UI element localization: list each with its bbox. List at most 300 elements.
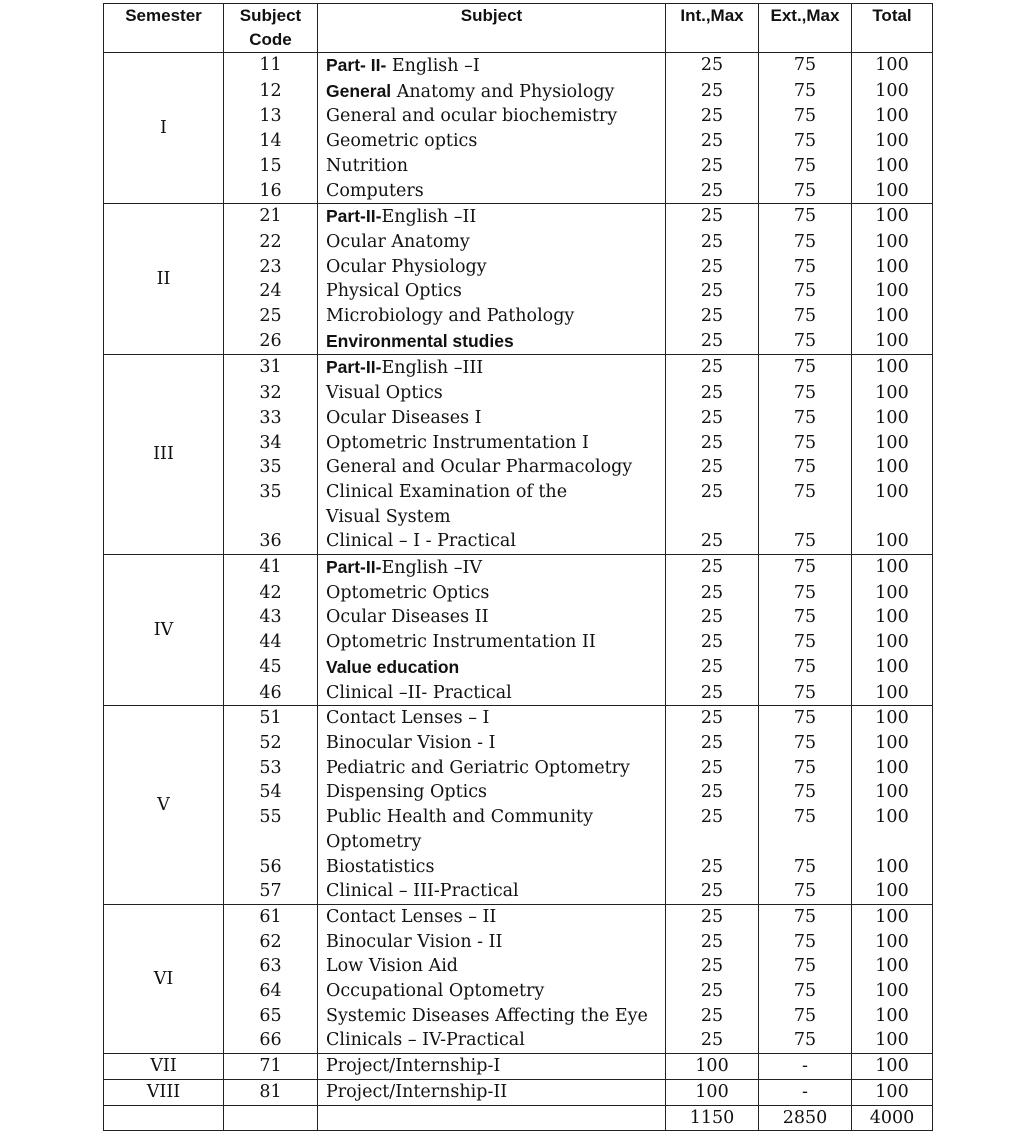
subject-name [318, 529, 666, 554]
total-value: 100 [852, 581, 933, 606]
subject-code: 61 [224, 904, 318, 929]
table-row [104, 1028, 933, 1053]
subject-code: 42 [224, 581, 318, 606]
subject-name [318, 329, 666, 355]
table-row [104, 53, 933, 79]
subject-code: 22 [224, 230, 318, 255]
table-row [104, 630, 933, 655]
subject-name [318, 855, 666, 880]
table-body [104, 53, 933, 1106]
total-value: 100 [852, 406, 933, 431]
ext-max-value: 75 [759, 255, 852, 280]
ext-max-value: 75 [759, 329, 852, 355]
int-max-value: 25 [666, 756, 759, 781]
ext-max-value: 75 [759, 279, 852, 304]
int-max-value: 25 [666, 279, 759, 304]
total-value: 100 [852, 355, 933, 381]
table-row [104, 756, 933, 781]
ext-max-value: 75 [759, 381, 852, 406]
subject-code: 26 [224, 329, 318, 355]
subject-code: 32 [224, 381, 318, 406]
subject-name [318, 279, 666, 304]
total-value: 100 [852, 129, 933, 154]
int-max-value: 25 [666, 655, 759, 681]
subject-code: 51 [224, 706, 318, 731]
subject-text-part: Ocular Anatomy [326, 231, 470, 252]
subject-code: 16 [224, 179, 318, 204]
table-row [104, 581, 933, 606]
total-value: 100 [852, 1054, 933, 1080]
int-max-value: 25 [666, 605, 759, 630]
ext-max-value: 75 [759, 1028, 852, 1053]
subject-name [318, 731, 666, 756]
subject-code: 44 [224, 630, 318, 655]
total-value: 100 [852, 630, 933, 655]
subject-text-part: English –IV [381, 558, 482, 579]
table-row [104, 1054, 933, 1080]
subject-name [318, 1054, 666, 1080]
int-max-value: 25 [666, 406, 759, 431]
table-row [104, 904, 933, 929]
ext-max-value: 75 [759, 230, 852, 255]
int-max-value: 25 [666, 154, 759, 179]
total-value: 100 [852, 731, 933, 756]
int-max-value: 100 [666, 1079, 759, 1105]
subject-name [318, 304, 666, 329]
header-subject-code [224, 4, 318, 53]
int-max-value: 25 [666, 381, 759, 406]
total-value: 100 [852, 304, 933, 329]
subject-name [318, 53, 666, 79]
ext-max-value: 75 [759, 805, 852, 854]
header-ext-max: Ext.,Max [759, 4, 852, 53]
subject-code: 15 [224, 154, 318, 179]
subject-text-part: General and ocular biochemistry [326, 106, 618, 127]
subject-code: 43 [224, 605, 318, 630]
table-row [104, 204, 933, 230]
table-row [104, 855, 933, 880]
total-value: 100 [852, 154, 933, 179]
subject-text-part: Ocular Diseases II [326, 607, 489, 628]
ext-max-value: 75 [759, 581, 852, 606]
table-row [104, 355, 933, 381]
subject-code: 54 [224, 780, 318, 805]
subject-text-part: Low Vision Aid [326, 956, 459, 977]
subject-code: 11 [224, 53, 318, 79]
totals-row [104, 1105, 933, 1131]
total-value: 100 [852, 329, 933, 355]
int-max-value: 25 [666, 855, 759, 880]
subject-text-part: Visual Optics [326, 383, 443, 404]
total-value: 100 [852, 655, 933, 681]
table-row [104, 979, 933, 1004]
total-value: 100 [852, 954, 933, 979]
table-row [104, 381, 933, 406]
total-value: 100 [852, 179, 933, 204]
int-max-value: 25 [666, 455, 759, 480]
total-value: 100 [852, 855, 933, 880]
total-value: 100 [852, 230, 933, 255]
table-row [104, 129, 933, 154]
int-max-value: 25 [666, 630, 759, 655]
subject-name [318, 79, 666, 105]
ext-max-value: 75 [759, 154, 852, 179]
subject-text-part: Microbiology and Pathology [326, 306, 575, 327]
subject-text-part: Binocular Vision - I [326, 732, 496, 753]
subject-name [318, 780, 666, 805]
table-row [104, 555, 933, 581]
subject-code: 71 [224, 1054, 318, 1080]
ext-max-value: 75 [759, 406, 852, 431]
subject-name [318, 954, 666, 979]
total-value: 100 [852, 204, 933, 230]
int-max-value: 25 [666, 204, 759, 230]
total-value: 100 [852, 79, 933, 105]
syllabus-document [103, 3, 933, 1131]
total-value: 100 [852, 756, 933, 781]
int-max-value: 25 [666, 780, 759, 805]
subject-code: 45 [224, 655, 318, 681]
ext-max-value: 75 [759, 879, 852, 904]
table-row [104, 731, 933, 756]
ext-max-value: 75 [759, 179, 852, 204]
table-row [104, 255, 933, 280]
subject-name [318, 154, 666, 179]
subject-code: 35 [224, 480, 318, 529]
subject-text-part: Systemic Diseases Affecting the Eye [326, 1005, 648, 1026]
table-row [104, 455, 933, 480]
subject-text-part: English –II [381, 207, 477, 228]
total-value: 100 [852, 805, 933, 854]
subject-name [318, 381, 666, 406]
subject-name [318, 979, 666, 1004]
ext-max-value: 75 [759, 731, 852, 756]
total-value: 100 [852, 681, 933, 706]
subject-text-part: Geometric optics [326, 131, 478, 152]
subject-text-part: Ocular Physiology [326, 256, 487, 277]
subject-code: 36 [224, 529, 318, 554]
subject-text-part: Biostatistics [326, 856, 435, 877]
ext-max-value: 75 [759, 555, 852, 581]
int-max-value: 25 [666, 529, 759, 554]
ext-max-value: 75 [759, 780, 852, 805]
table-row [104, 879, 933, 904]
subject-bold-part: Part-II- [326, 557, 382, 578]
int-max-value: 25 [666, 581, 759, 606]
subject-text-part: Occupational Optometry [326, 981, 545, 1002]
subject-text-part: Ocular Diseases I [326, 407, 482, 428]
int-max-value: 25 [666, 954, 759, 979]
table-row [104, 605, 933, 630]
header-subject: Subject [318, 4, 666, 53]
ext-max-value: 75 [759, 681, 852, 706]
subject-name [318, 706, 666, 731]
total-value: 100 [852, 381, 933, 406]
int-max-value: 25 [666, 104, 759, 129]
totals-blank-semester [104, 1105, 224, 1131]
header-int-max: Int.,Max [666, 4, 759, 53]
subject-name [318, 129, 666, 154]
table-row [104, 805, 933, 854]
subject-code: 81 [224, 1079, 318, 1105]
int-max-value: 25 [666, 53, 759, 79]
semester-label: II [104, 204, 224, 355]
semester-label: V [104, 706, 224, 905]
table-row [104, 930, 933, 955]
totals-blank-subject [318, 1105, 666, 1131]
subject-name [318, 605, 666, 630]
subject-name [318, 104, 666, 129]
total-value: 100 [852, 605, 933, 630]
table-row [104, 780, 933, 805]
ext-max-value: 75 [759, 706, 852, 731]
subject-text-part: Public Health and Community Optometry [326, 807, 593, 852]
subject-text-part: Dispensing Optics [326, 782, 488, 803]
table-row [104, 230, 933, 255]
table-row [104, 655, 933, 681]
subject-text-part: Anatomy and Physiology [391, 81, 615, 102]
subject-text-part: Optometric Instrumentation II [326, 632, 596, 653]
header-code-line2: Code [249, 30, 292, 49]
subject-name [318, 805, 666, 854]
int-max-value: 25 [666, 329, 759, 355]
ext-max-value: 75 [759, 756, 852, 781]
subject-code: 14 [224, 129, 318, 154]
subject-text-part: Project/Internship-I [326, 1056, 501, 1077]
subject-name [318, 255, 666, 280]
subject-text-part: Clinical – III-Practical [326, 881, 519, 902]
header-total: Total [852, 4, 933, 53]
table-row [104, 304, 933, 329]
subject-text-part: Clinical Examination of the Visual System [326, 481, 568, 527]
ext-max-value: 75 [759, 355, 852, 381]
ext-max-value: 75 [759, 930, 852, 955]
ext-max-value: 75 [759, 979, 852, 1004]
subject-code: 35 [224, 455, 318, 480]
int-max-value: 25 [666, 179, 759, 204]
subject-name [318, 1004, 666, 1029]
total-value: 100 [852, 1079, 933, 1105]
subject-code: 66 [224, 1028, 318, 1053]
subject-code: 23 [224, 255, 318, 280]
subject-name [318, 879, 666, 904]
table-row [104, 1079, 933, 1105]
subject-code: 12 [224, 79, 318, 105]
subject-code: 41 [224, 555, 318, 581]
int-max-value: 25 [666, 930, 759, 955]
subject-text-part: Contact Lenses – I [326, 708, 490, 729]
subject-code: 62 [224, 930, 318, 955]
int-max-value: 25 [666, 480, 759, 529]
subject-code: 56 [224, 855, 318, 880]
subject-code: 21 [224, 204, 318, 230]
int-max-value: 25 [666, 304, 759, 329]
int-max-value: 25 [666, 805, 759, 854]
total-value: 100 [852, 780, 933, 805]
subject-name [318, 581, 666, 606]
ext-max-value: 75 [759, 53, 852, 79]
table-row [104, 706, 933, 731]
semester-label: VIII [104, 1079, 224, 1105]
ext-max-value: - [759, 1054, 852, 1080]
int-max-value: 25 [666, 1028, 759, 1053]
subject-text-part: Clinical – I - Practical [326, 531, 516, 552]
subject-text-part: Optometric Instrumentation I [326, 432, 589, 453]
totals-blank-code [224, 1105, 318, 1131]
table-row [104, 406, 933, 431]
subject-name [318, 204, 666, 230]
ext-max-value: 75 [759, 855, 852, 880]
subject-text-part: English –I [386, 56, 480, 76]
table-row [104, 104, 933, 129]
ext-max-value: 75 [759, 904, 852, 929]
ext-max-value: 75 [759, 304, 852, 329]
int-max-value: 25 [666, 255, 759, 280]
subject-name [318, 930, 666, 955]
table-row [104, 681, 933, 706]
semester-label: VI [104, 904, 224, 1053]
semester-label: VII [104, 1054, 224, 1080]
total-value: 100 [852, 53, 933, 79]
subject-text-part: Clinical –II- Practical [326, 682, 512, 703]
subject-name [318, 1079, 666, 1105]
ext-max-value: 75 [759, 204, 852, 230]
int-max-value: 25 [666, 79, 759, 105]
subject-text-part: Optometric Optics [326, 582, 490, 603]
table-row [104, 431, 933, 456]
subject-bold-part: Part-II- [326, 206, 382, 227]
int-max-value: 25 [666, 731, 759, 756]
total-value: 100 [852, 480, 933, 529]
subject-text-part: Pediatric and Geriatric Optometry [326, 757, 630, 778]
subject-bold-part: General [326, 80, 392, 101]
ext-max-value: 75 [759, 431, 852, 456]
subject-text-part: Clinicals – IV-Practical [326, 1030, 525, 1051]
int-max-value: 25 [666, 555, 759, 581]
subject-name [318, 431, 666, 456]
subject-name [318, 1028, 666, 1053]
total-value: 100 [852, 706, 933, 731]
ext-max-value: 75 [759, 480, 852, 529]
subject-text-part: Physical Optics [326, 281, 462, 302]
table-row [104, 329, 933, 355]
subject-text-part: English –III [381, 358, 484, 379]
header-semester: Semester [104, 4, 224, 53]
subject-name [318, 230, 666, 255]
subject-code: 33 [224, 406, 318, 431]
semester-label: I [104, 53, 224, 204]
total-value: 100 [852, 904, 933, 929]
subject-code: 25 [224, 304, 318, 329]
total-grand: 4000 [852, 1105, 933, 1131]
ext-max-value: 75 [759, 605, 852, 630]
ext-max-value: 75 [759, 655, 852, 681]
subject-bold-part: Value education [326, 656, 460, 677]
int-max-value: 25 [666, 355, 759, 381]
subject-text-part: General and Ocular Pharmacology [326, 457, 633, 478]
ext-max-value: 75 [759, 1004, 852, 1029]
int-max-value: 25 [666, 431, 759, 456]
ext-max-value: 75 [759, 129, 852, 154]
total-value: 100 [852, 255, 933, 280]
int-max-value: 25 [666, 1004, 759, 1029]
subject-code: 31 [224, 355, 318, 381]
total-value: 100 [852, 879, 933, 904]
ext-max-value: 75 [759, 954, 852, 979]
int-max-value: 25 [666, 904, 759, 929]
table-row [104, 279, 933, 304]
total-value: 100 [852, 1004, 933, 1029]
subject-code: 24 [224, 279, 318, 304]
total-value: 100 [852, 431, 933, 456]
total-value: 100 [852, 104, 933, 129]
subject-name [318, 406, 666, 431]
subject-code: 63 [224, 954, 318, 979]
subject-name [318, 355, 666, 381]
total-value: 100 [852, 930, 933, 955]
total-value: 100 [852, 979, 933, 1004]
ext-max-value: 75 [759, 79, 852, 105]
subject-code: 52 [224, 731, 318, 756]
subject-code: 46 [224, 681, 318, 706]
int-max-value: 25 [666, 681, 759, 706]
subject-text-part: Computers [326, 180, 424, 201]
ext-max-value: - [759, 1079, 852, 1105]
header-code-line1: Subject [239, 6, 302, 25]
subject-text-part: Nutrition [326, 155, 409, 176]
int-max-value: 25 [666, 230, 759, 255]
semester-label: III [104, 355, 224, 555]
marks-table [103, 3, 933, 1131]
total-value: 100 [852, 555, 933, 581]
subject-code: 65 [224, 1004, 318, 1029]
subject-code: 53 [224, 756, 318, 781]
subject-name [318, 630, 666, 655]
subject-name [318, 655, 666, 681]
subject-name [318, 480, 666, 529]
subject-code: 34 [224, 431, 318, 456]
subject-text-part: Binocular Vision - II [326, 931, 503, 952]
total-ext-max: 2850 [759, 1105, 852, 1131]
subject-code: 55 [224, 805, 318, 854]
subject-name [318, 179, 666, 204]
semester-label: IV [104, 555, 224, 706]
total-value: 100 [852, 529, 933, 554]
table-row [104, 480, 933, 529]
subject-name [318, 555, 666, 581]
subject-code: 13 [224, 104, 318, 129]
header-row [104, 4, 933, 53]
subject-bold-part: Part-II- [326, 357, 382, 378]
subject-text-part: Project/Internship-II [326, 1081, 508, 1102]
subject-code: 64 [224, 979, 318, 1004]
subject-text-part: Contact Lenses – II [326, 906, 497, 927]
table-row [104, 179, 933, 204]
table-row [104, 154, 933, 179]
total-value: 100 [852, 279, 933, 304]
subject-name [318, 681, 666, 706]
int-max-value: 25 [666, 706, 759, 731]
table-row [104, 954, 933, 979]
total-value: 100 [852, 1028, 933, 1053]
subject-bold-part: Environmental studies [326, 330, 514, 351]
subject-name [318, 455, 666, 480]
subject-bold-part: Part- II- [326, 55, 387, 75]
ext-max-value: 75 [759, 630, 852, 655]
int-max-value: 25 [666, 129, 759, 154]
int-max-value: 100 [666, 1054, 759, 1080]
table-row [104, 1004, 933, 1029]
